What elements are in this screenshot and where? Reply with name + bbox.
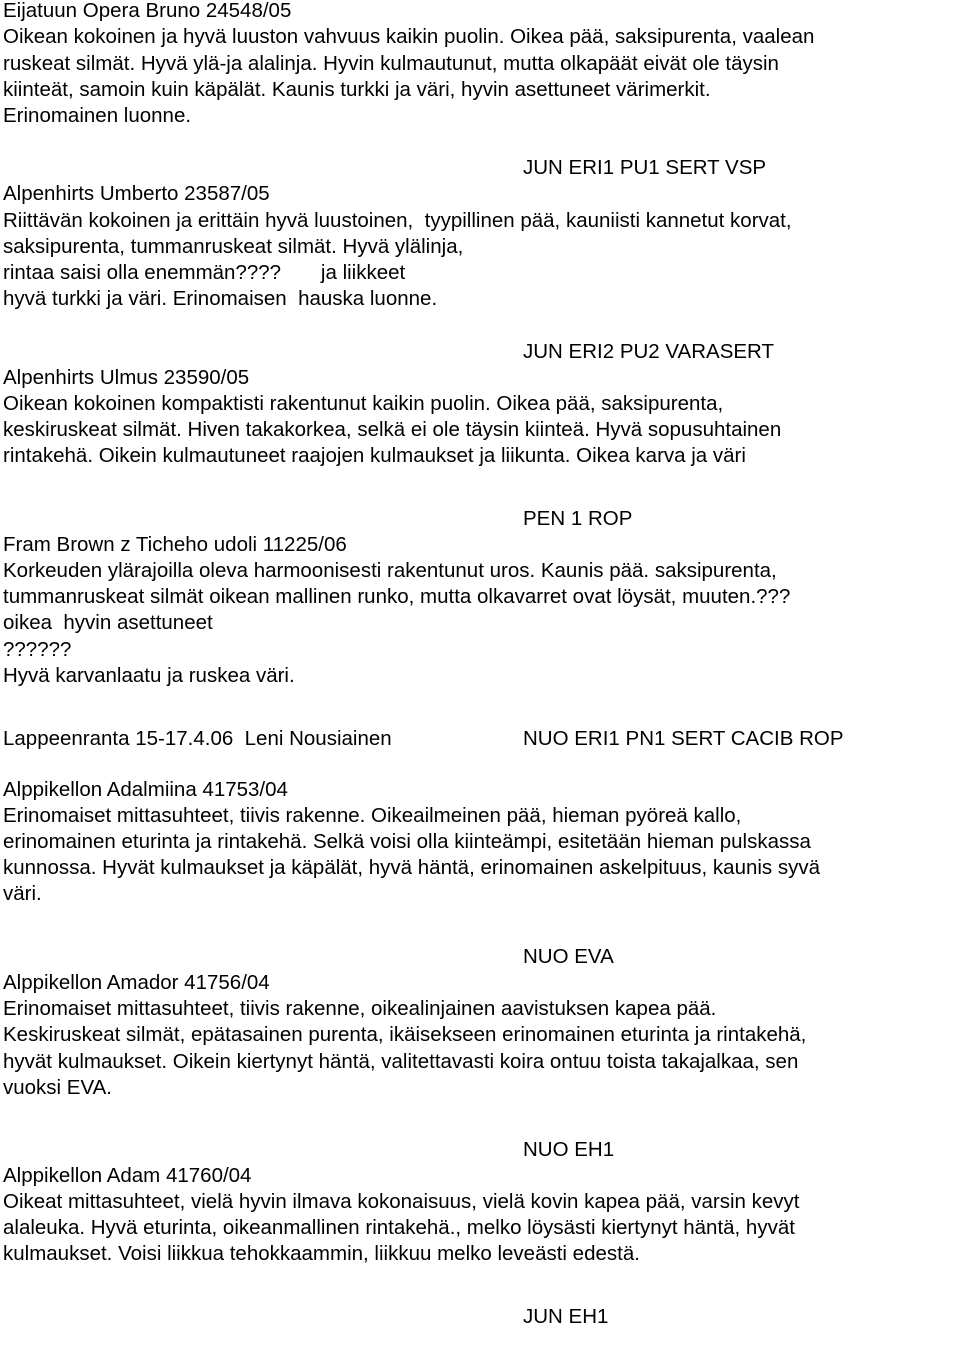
- text-line: vuoksi EVA.: [3, 1076, 112, 1099]
- text-line: Hyvä karvanlaatu ja ruskea väri.: [3, 664, 295, 687]
- text-line: Riittävän kokoinen ja erittäin hyvä luustoinen, tyypillinen pää, kauniisti kannetut korvat,: [3, 209, 792, 232]
- text-line: kunnossa. Hyvät kulmaukset ja käpälät, hyvä häntä, erinomainen askelpituus, kaunis syvä: [3, 856, 821, 879]
- text-line: Oikean kokoinen ja hyvä luuston vahvuus kaikin puolin. Oikea pää, saksipurenta, vaalean: [3, 25, 815, 48]
- text-line: Oikeat mittasuhteet, vielä hyvin ilmava kokonaisuus, vielä kovin kapea pää, varsin kevyt: [3, 1190, 800, 1213]
- text-line: erinomainen eturinta ja rintakehä. Selkä voisi olla kiinteämpi, esitetään hieman pulskassa: [3, 830, 811, 853]
- text-line: väri.: [3, 882, 42, 905]
- show-location-judge: Lappeenranta 15-17.4.06 Leni Nousiainen: [3, 727, 392, 750]
- text-line: keskiruskeat silmät. Hiven takakorkea, selkä ei ole täysin kiinteä. Hyvä sopusuhtainen: [3, 418, 782, 441]
- text-line: Erinomaiset mittasuhteet, tiivis rakenne, oikealinjainen aavistuksen kapea pää.: [3, 997, 717, 1020]
- text-line: hyvät kulmaukset. Oikein kiertynyt häntä, valitettavasti koira ontuu toista takajalkaa, sen: [3, 1050, 799, 1073]
- award-result: NUO EVA: [523, 945, 614, 968]
- text-line: Erinomainen luonne.: [3, 104, 192, 127]
- text-line: Keskiruskeat silmät, epätasainen purenta, ikäisekseen erinomainen eturinta ja rintakehä,: [3, 1023, 807, 1046]
- award-result: JUN ERI1 PU1 SERT VSP: [523, 156, 767, 179]
- entry-title: Alppikellon Adam 41760/04: [3, 1164, 252, 1187]
- text-line: ruskeat silmät. Hyvä ylä-ja alalinja. Hyvin kulmautunut, mutta olkapäät eivät ole täysin: [3, 52, 779, 75]
- text-line: hyvä turkki ja väri. Erinomaisen hauska luonne.: [3, 287, 438, 310]
- text-line: rintakehä. Oikein kulmautuneet raajojen kulmaukset ja liikunta. Oikea karva ja väri: [3, 444, 746, 467]
- text-line: ??????: [3, 638, 72, 661]
- award-result: NUO EH1: [523, 1138, 615, 1161]
- award-result: JUN ERI2 PU2 VARASERT: [523, 340, 775, 363]
- text-line: kiinteät, samoin kuin käpälät. Kaunis turkki ja väri, hyvin asettuneet värimerkit.: [3, 78, 711, 101]
- text-line: Erinomaiset mittasuhteet, tiivis rakenne. Oikeailmeinen pää, hieman pyöreä kallo,: [3, 804, 742, 827]
- text-line: kulmaukset. Voisi liikkua tehokkaammin, liikkuu melko leveästi edestä.: [3, 1242, 640, 1265]
- entry-title: Alppikellon Amador 41756/04: [3, 971, 270, 994]
- award-result: NUO ERI1 PN1 SERT CACIB ROP: [523, 727, 844, 750]
- entry-title: Alpenhirts Umberto 23587/05: [3, 182, 270, 205]
- award-result: JUN EH1: [523, 1305, 609, 1328]
- text-line: oikea hyvin asettuneet: [3, 611, 213, 634]
- text-line: tummanruskeat silmät oikean mallinen runko, mutta olkavarret ovat löysät, muuten.???: [3, 585, 791, 608]
- entry-title: Alpenhirts Ulmus 23590/05: [3, 366, 250, 389]
- text-line: alaleuka. Hyvä eturinta, oikeanmallinen rintakehä., melko löysästi kiertynyt häntä, hyvät: [3, 1216, 795, 1239]
- award-result: PEN 1 ROP: [523, 507, 633, 530]
- text-line: rintaa saisi olla enemmän???? ja liikkeet: [3, 261, 406, 284]
- text-line: Korkeuden ylärajoilla oleva harmoonisesti rakentunut uros. Kaunis pää. saksipurenta,: [3, 559, 777, 582]
- entry-title: Eijatuun Opera Bruno 24548/05: [3, 0, 292, 22]
- text-line: saksipurenta, tummanruskeat silmät. Hyvä ylälinja,: [3, 235, 464, 258]
- entry-title: Alppikellon Adalmiina 41753/04: [3, 778, 288, 801]
- text-line: Oikean kokoinen kompaktisti rakentunut kaikin puolin. Oikea pää, saksipurenta,: [3, 392, 724, 415]
- entry-title: Fram Brown z Ticheho udoli 11225/06: [3, 533, 347, 556]
